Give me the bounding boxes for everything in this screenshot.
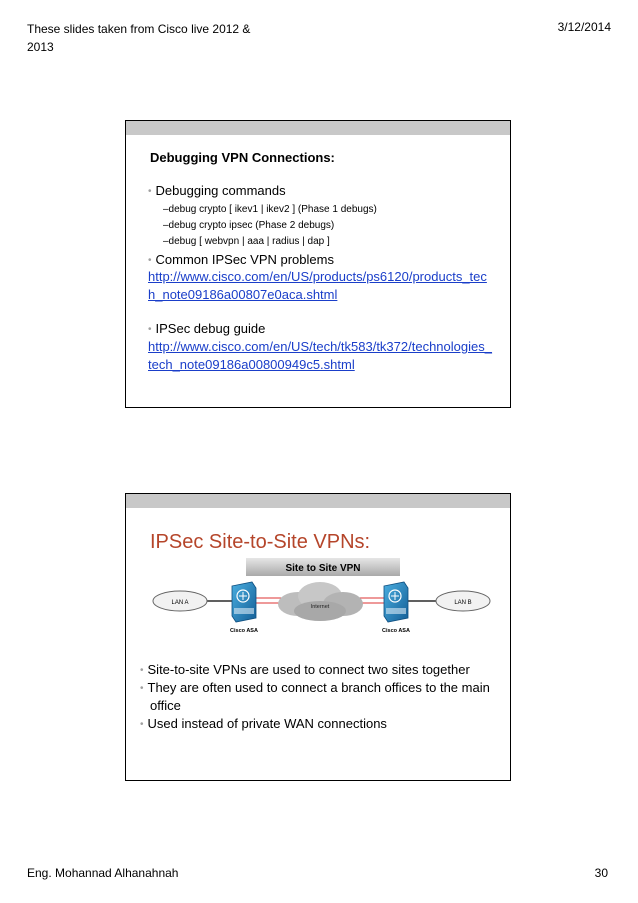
diagram-banner-text: Site to Site VPN [285, 563, 361, 574]
slide-debugging-vpn [125, 120, 511, 408]
sub-item-phase2: –debug crypto ipsec (Phase 2 debugs) [163, 220, 335, 231]
bullet-dot-icon: • [148, 186, 152, 197]
bullet-debugging-commands: • Debugging commands [148, 183, 286, 198]
bullet-site-to-site: • Site-to-site VPNs are used to connect two sites together [140, 662, 470, 677]
bullet-dot-icon: • [140, 665, 144, 676]
bullet-dot-icon: • [148, 255, 152, 266]
lan-b-label: LAN B [454, 600, 472, 606]
bullet-debug-guide: • IPSec debug guide [148, 321, 266, 336]
slide-title: Debugging VPN Connections: [150, 150, 335, 165]
link-common-problems[interactable]: http://www.cisco.com/en/US/products/ps6120/products_tech_note09186a00807e0aca.shtml [148, 269, 487, 302]
site-to-site-diagram [148, 556, 498, 640]
asa-right-label: Cisco ASA [382, 628, 410, 634]
internet-label: Internet [310, 604, 330, 610]
sub-item-phase1: –debug crypto [ ikev1 | ikev2 ] (Phase 1 debugs) [163, 204, 377, 215]
bullet-dot-icon: • [140, 683, 144, 694]
lan-a-label: LAN A [171, 600, 189, 606]
asa-left-label: Cisco ASA [230, 628, 258, 634]
header-date: 3/12/2014 [557, 20, 611, 34]
footer-author: Eng. Mohannad Alhanahnah [27, 866, 179, 880]
bullet-private-wan: • Used instead of private WAN connections [140, 716, 387, 731]
cisco-asa-right-icon [384, 582, 408, 622]
internet-cloud-icon [278, 582, 363, 621]
bullet-common-problems: • Common IPSec VPN problems [148, 252, 334, 267]
slide-title: IPSec Site-to-Site VPNs: [150, 531, 371, 553]
sub-item-webvpn: –debug [ webvpn | aaa | radius | dap ] [163, 236, 330, 247]
footer-page-number: 30 [594, 866, 608, 880]
bullet-dot-icon: • [140, 719, 144, 730]
header-title: These slides taken from Cisco live 2012 & 2013 [27, 22, 251, 54]
slide-topbar [126, 121, 510, 135]
cisco-asa-left-icon [232, 582, 256, 622]
link-debug-guide[interactable]: http://www.cisco.com/en/US/tech/tk583/tk372/technologies_tech_note09186a00800949c5.shtml [148, 339, 492, 372]
bullet-dot-icon: • [148, 324, 152, 335]
slide-site-to-site [125, 493, 511, 781]
bullet-branch-offices: • They are often used to connect a branch offices to the main office [140, 680, 490, 713]
slide-topbar [126, 494, 510, 508]
